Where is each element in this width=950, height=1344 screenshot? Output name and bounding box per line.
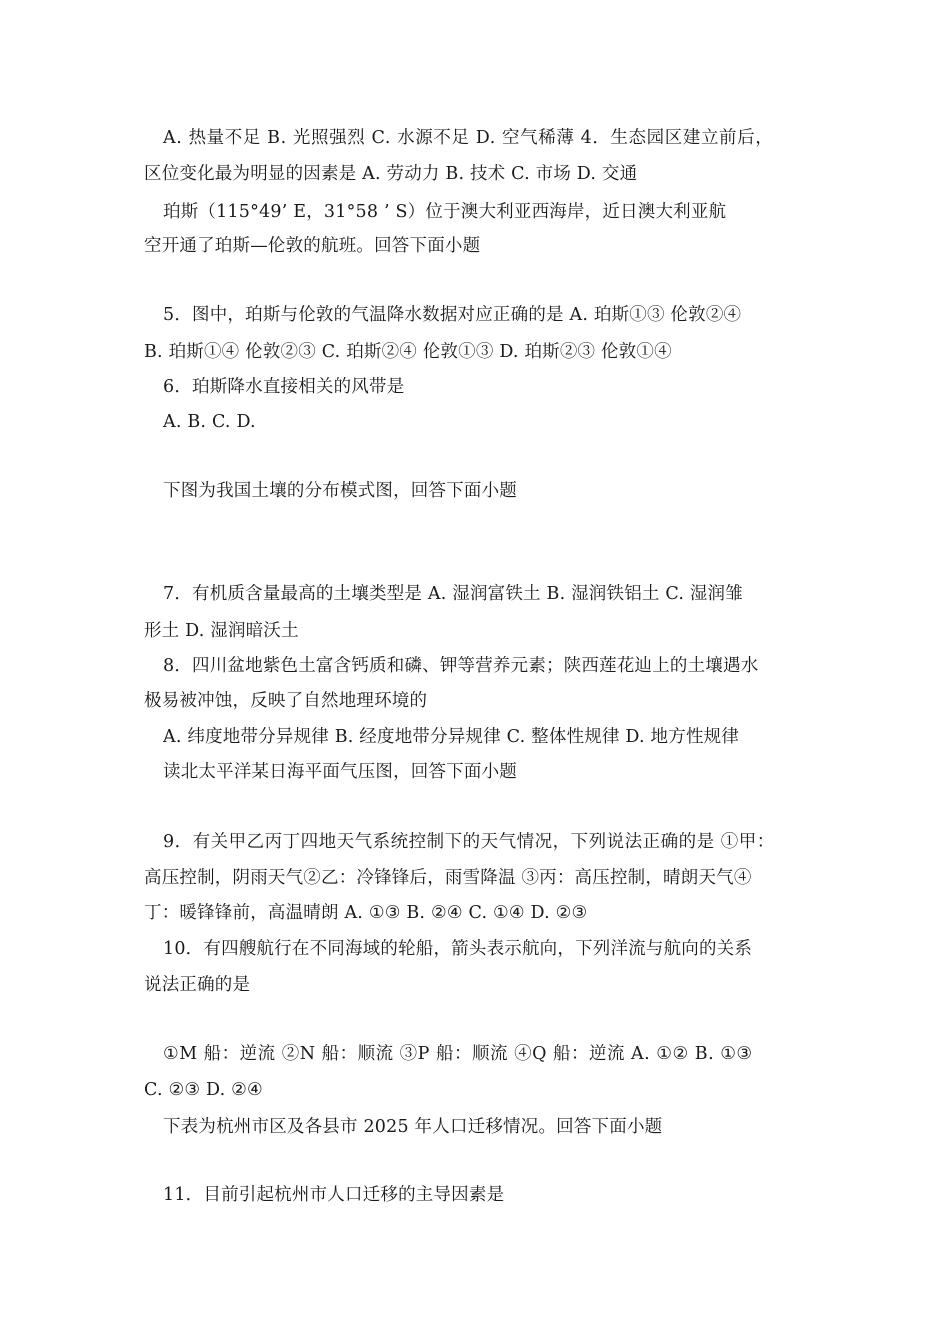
q8-options: A. 纬度地带分异规律 B. 经度地带分异规律 C. 整体性规律 D. 地方性规律 [163,727,740,747]
hangzhou-table-passage: 下表为杭州市区及各县市 2025 年人口迁移情况。回答下面小题 [163,1117,663,1137]
q9-stem-line-2: 高压控制，阴雨天气②乙：冷锋锋后，雨雪降温 ③丙：高压控制，晴朗天气④ [144,868,752,888]
pressure-map-passage: 读北太平洋某日海平面气压图，回答下面小题 [163,762,517,782]
q9-stem-line-1: 9．有关甲乙丙丁四地天气系统控制下的天气情况，下列说法正确的是 ①甲： [163,832,775,852]
q6-options: A. B. C. D. [163,412,256,432]
q6-stem: 6．珀斯降水直接相关的风带是 [163,377,405,397]
q8-stem-line-1: 8．四川盆地紫色土富含钙质和磷、钾等营养元素；陕西莲花辿上的土壤遇水 [163,656,759,676]
perth-passage-line-1: 珀斯（115°49’ E，31°58 ’ S）位于澳大利亚西海岸，近日澳大利亚航 [163,202,727,222]
q5-stem: 5．图中，珀斯与伦敦的气温降水数据对应正确的是 A. 珀斯①③ 伦敦②④ [163,305,742,325]
soil-passage: 下图为我国土壤的分布模式图，回答下面小题 [163,481,517,501]
q11-stem: 11．目前引起杭州市人口迁移的主导因素是 [163,1185,505,1205]
q10-stem-line-1: 10．有四艘航行在不同海域的轮船，箭头表示航向，下列洋流与航向的关系 [163,939,753,959]
q7-options-cont: 形土 D. 湿润暗沃土 [144,621,299,641]
q8-stem-line-2: 极易被冲蚀，反映了自然地理环境的 [144,691,428,711]
q10-options-cont: C. ②③ D. ②④ [144,1080,263,1100]
q10-stem-line-2: 说法正确的是 [144,975,251,995]
q4-options: 区位变化最为明显的因素是 A. 劳动力 B. 技术 C. 市场 D. 交通 [144,164,638,184]
q5-options: B. 珀斯①④ 伦敦②③ C. 珀斯②④ 伦敦①③ D. 珀斯②③ 伦敦①④ [144,342,672,362]
q3-options-q4-stem: A. 热量不足 B. 光照强烈 C. 水源不足 D. 空气稀薄 4．生态园区建立前后， [163,128,774,148]
q7-stem: 7．有机质含量最高的土壤类型是 A. 湿润富铁土 B. 湿润铁铝土 C. 湿润雏 [163,584,743,604]
q10-statements: ①M 船：逆流 ②N 船：顺流 ③P 船：顺流 ④Q 船：逆流 A. ①② B. ①③ [163,1044,753,1064]
perth-passage-line-2: 空开通了珀斯—伦敦的航班。回答下面小题 [144,236,481,256]
q9-options: 丁：暖锋锋前，高温晴朗 A. ①③ B. ②④ C. ①④ D. ②③ [144,903,588,923]
